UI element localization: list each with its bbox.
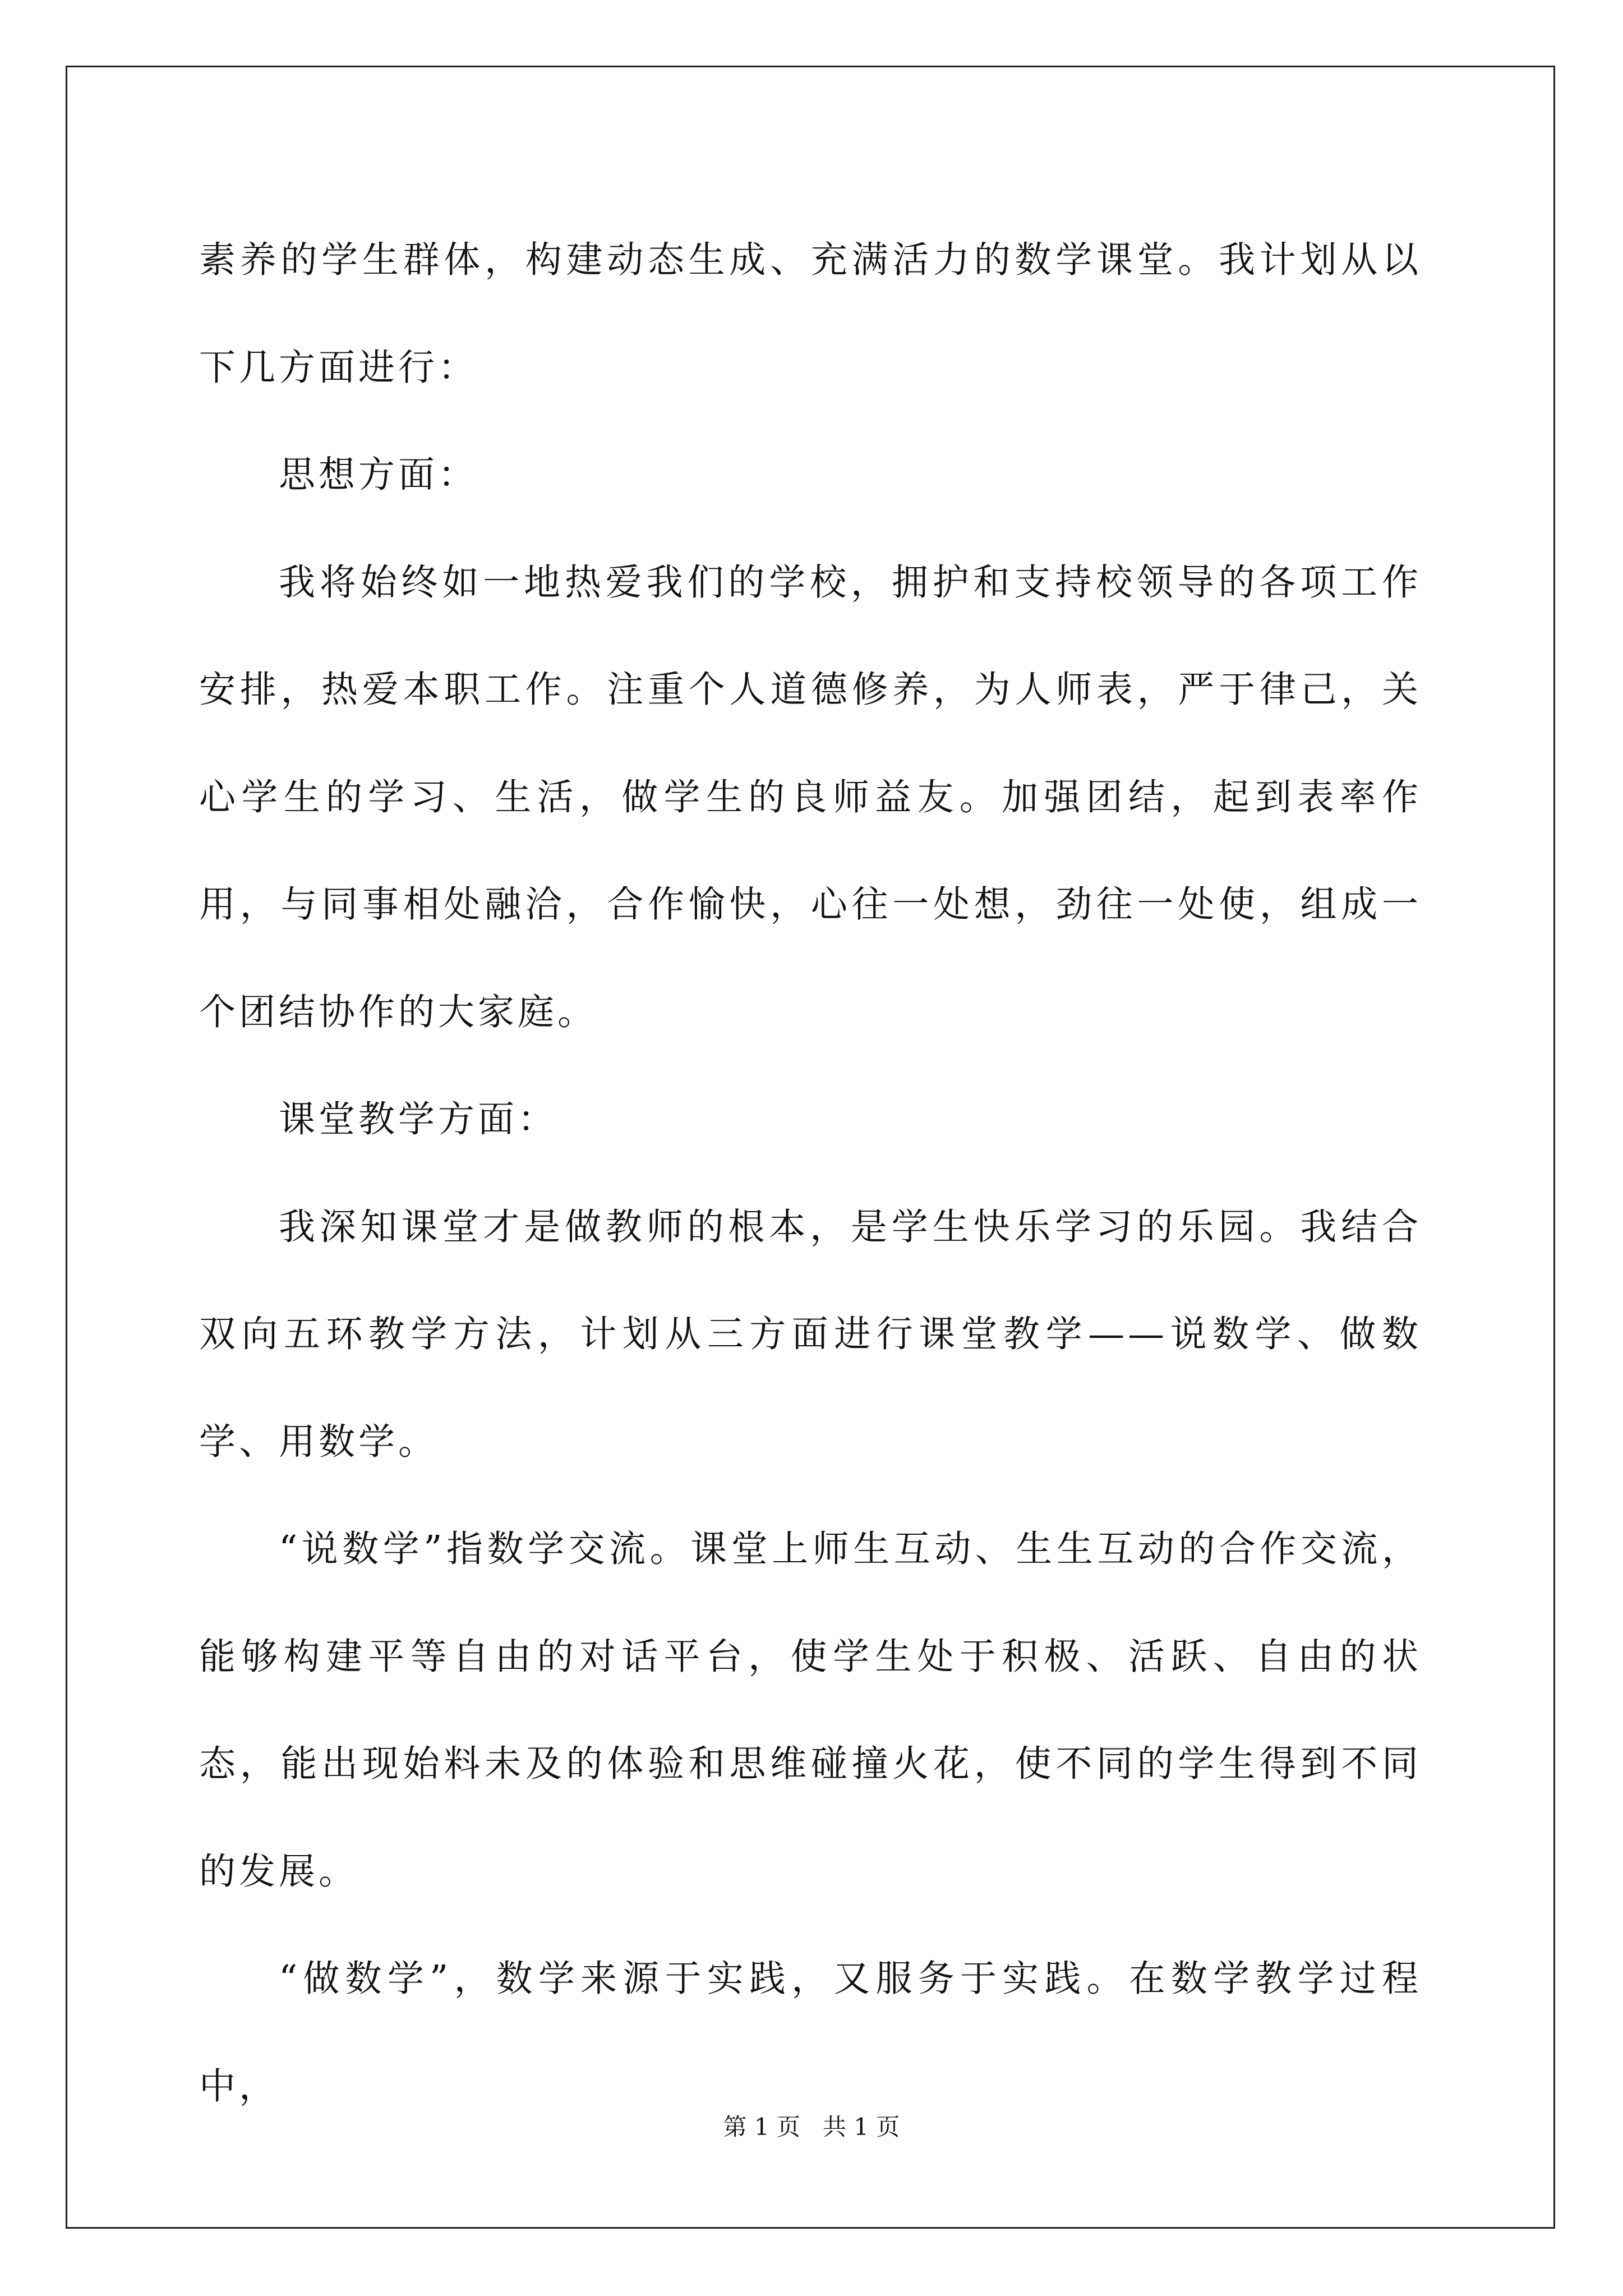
paragraph: “做数学”，数学来源于实践，又服务于实践。在数学教学过程中， <box>199 1958 1422 2108</box>
paragraph: 我将始终如一地热爱我们的学校，拥护和支持校领导的各项工作安排，热爱本职工作。注重个人道德修养，为人师表，严于律己，关心学生的学习、生活，做学生的良师益友。加强团结，起到表率作用，与同事相处融洽，合作愉快，心往一处想，劲往一处使，组成一个团结协作的大家庭。 <box>199 561 1422 1033</box>
document-body <box>199 206 1422 2140</box>
paragraph: “说数学”指数学交流。课堂上师生互动、生生互动的合作交流，能够构建平等自由的对话平台，使学生处于积极、活跃、自由的状态，能出现始料未及的体验和思维碰撞火花，使不同的学生得到不同的发展。 <box>199 1528 1422 1893</box>
paragraph: 素养的学生群体，构建动态生成、充满活力的数学课堂。我计划从以下几方面进行： <box>199 239 1422 389</box>
page-number: 第 1 页 <box>723 2113 800 2141</box>
paragraph: 课堂教学方面： <box>279 1098 558 1140</box>
page-total: 共 1 页 <box>823 2113 900 2141</box>
page-footer <box>0 2110 1623 2144</box>
paragraph: 我深知课堂才是做教师的根本，是学生快乐学习的乐园。我结合双向五环教学方法，计划从三方面进行课堂教学——说数学、做数学、用数学。 <box>199 1205 1422 1463</box>
paragraph: 思想方面： <box>279 454 478 496</box>
